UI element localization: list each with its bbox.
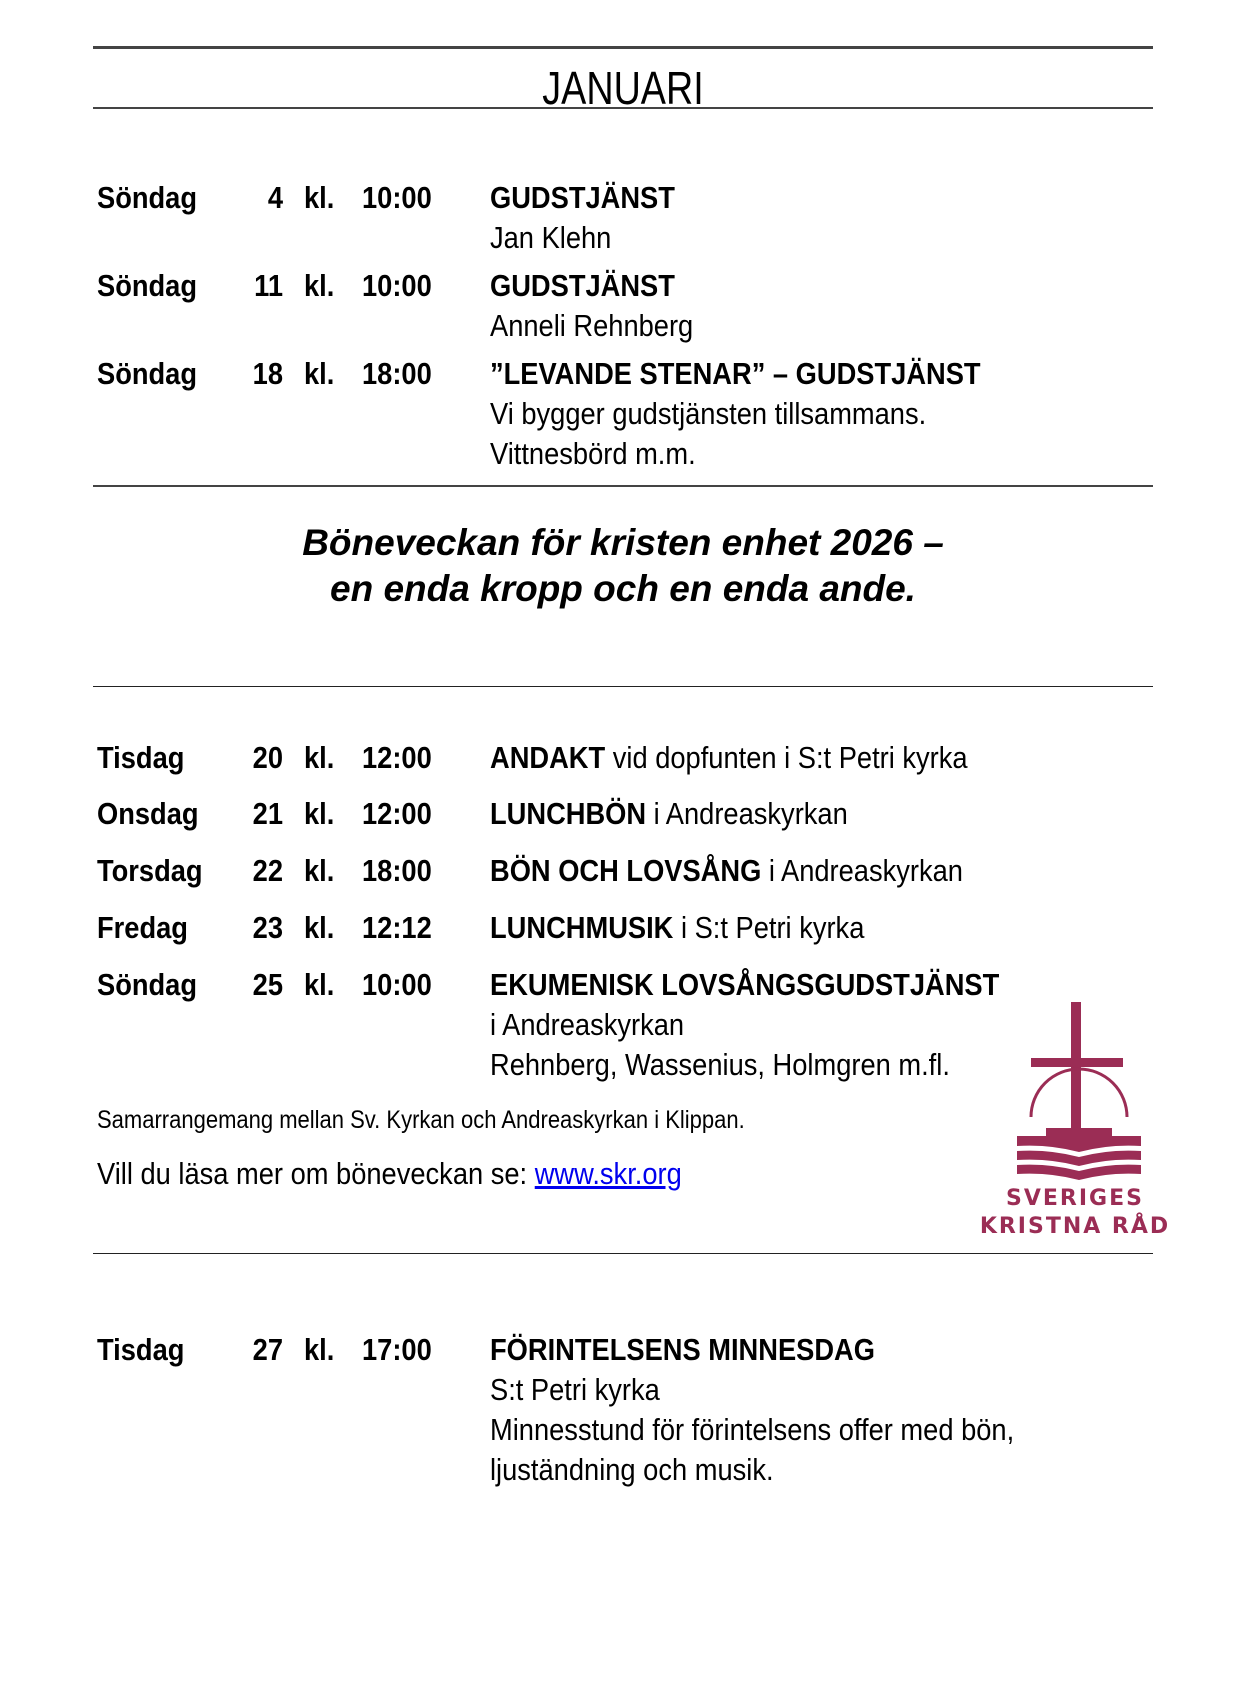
- event-time: 18:00: [362, 356, 432, 391]
- event-day: Tisdag: [97, 1332, 185, 1367]
- event-date: 23: [252, 910, 283, 945]
- event-day: Fredag: [97, 910, 188, 945]
- header-bottom-rule: [93, 107, 1153, 109]
- event-title: BÖN OCH LOVSÅNG i Andreaskyrkan: [490, 853, 963, 888]
- event-row: [97, 738, 1157, 794]
- event-title: FÖRINTELSENS MINNESDAG: [490, 1332, 875, 1367]
- event-date: 22: [252, 853, 283, 888]
- event-detail: Anneli Rehnberg: [490, 308, 694, 343]
- cross-ship-icon: [975, 1000, 1175, 1180]
- event-kl: kl.: [304, 853, 335, 888]
- event-time: 12:00: [362, 740, 432, 775]
- event-detail: S:t Petri kyrka: [490, 1372, 660, 1407]
- event-time: 17:00: [362, 1332, 432, 1367]
- event-time: 12:00: [362, 796, 432, 831]
- prayer-week-heading-line2: en enda kropp och en enda ande.: [330, 568, 916, 609]
- event-detail: Vittnesbörd m.m.: [490, 436, 696, 471]
- section-divider: [93, 686, 1153, 687]
- sveriges-kristna-rad-logo: [975, 1000, 1175, 1241]
- event-day: Söndag: [97, 180, 198, 215]
- event-day: Söndag: [97, 356, 198, 391]
- event-row: [97, 178, 1157, 266]
- event-time: 10:00: [362, 967, 432, 1002]
- event-title: LUNCHMUSIK i S:t Petri kyrka: [490, 910, 865, 945]
- event-kl: kl.: [304, 740, 335, 775]
- more-info-text: Vill du läsa mer om böneveckan se:: [97, 1156, 535, 1191]
- event-date: 27: [252, 1332, 283, 1367]
- more-info-line: [97, 1154, 682, 1194]
- event-detail: Jan Klehn: [490, 220, 612, 255]
- event-date: 20: [252, 740, 283, 775]
- event-date: 18: [252, 356, 283, 391]
- event-kl: kl.: [304, 268, 335, 303]
- event-time: 10:00: [362, 268, 432, 303]
- event-kl: kl.: [304, 796, 335, 831]
- event-kl: kl.: [304, 356, 335, 391]
- event-title: LUNCHBÖN i Andreaskyrkan: [490, 796, 848, 831]
- event-time: 12:12: [362, 910, 432, 945]
- event-day: Torsdag: [97, 853, 203, 888]
- event-day: Onsdag: [97, 796, 199, 831]
- co-arrangement-note: Samarrangemang mellan Sv. Kyrkan och Andreaskyrkan i Klippan.: [97, 1106, 745, 1134]
- event-date: 11: [254, 268, 283, 303]
- section-holocaust-remembrance: [97, 1330, 1157, 1490]
- event-detail: Vi bygger gudstjänsten tillsammans.: [490, 396, 927, 431]
- prayer-week-heading: [93, 520, 1153, 612]
- event-detail: Minnesstund för förintelsens offer med bön,: [490, 1412, 1015, 1447]
- event-row: [97, 908, 1157, 965]
- event-title: ANDAKT vid dopfunten i S:t Petri kyrka: [490, 740, 968, 775]
- event-row: [97, 266, 1157, 354]
- logo-text-line2: KRISTNA RÅD: [979, 1214, 1171, 1239]
- header-top-rule: [93, 46, 1153, 49]
- event-kl: kl.: [304, 1332, 335, 1367]
- event-row: [97, 851, 1157, 908]
- event-day: Söndag: [97, 967, 198, 1002]
- event-time: 10:00: [362, 180, 432, 215]
- skr-link[interactable]: www.skr.org: [534, 1156, 682, 1191]
- section-divider: [93, 485, 1153, 487]
- event-row: [97, 354, 1157, 474]
- prayer-week-heading-line1: Böneveckan för kristen enhet 2026 –: [302, 522, 944, 563]
- section-sunday-services: [97, 178, 1157, 474]
- event-time: 18:00: [362, 853, 432, 888]
- section-divider: [93, 1253, 1153, 1254]
- logo-text-line1: SVERIGES: [1006, 1186, 1144, 1211]
- event-detail: Rehnberg, Wassenius, Holmgren m.fl.: [490, 1047, 950, 1082]
- event-title: EKUMENISK LOVSÅNGSGUDSTJÄNST: [490, 967, 1000, 1002]
- event-date: 25: [252, 967, 283, 1002]
- event-kl: kl.: [304, 910, 335, 945]
- event-kl: kl.: [304, 180, 335, 215]
- event-kl: kl.: [304, 967, 335, 1002]
- event-detail: i Andreaskyrkan: [490, 1007, 685, 1042]
- event-title: ”LEVANDE STENAR” – GUDSTJÄNST: [490, 356, 981, 391]
- page-title: JANUARI: [542, 62, 704, 114]
- event-day: Tisdag: [97, 740, 185, 775]
- event-title: GUDSTJÄNST: [490, 180, 675, 215]
- event-date: 21: [252, 796, 283, 831]
- event-day: Söndag: [97, 268, 198, 303]
- event-date: 4: [267, 180, 283, 215]
- event-title: GUDSTJÄNST: [490, 268, 675, 303]
- event-detail: ljuständning och musik.: [490, 1452, 774, 1487]
- event-row: [97, 794, 1157, 851]
- event-row: [97, 1330, 1157, 1490]
